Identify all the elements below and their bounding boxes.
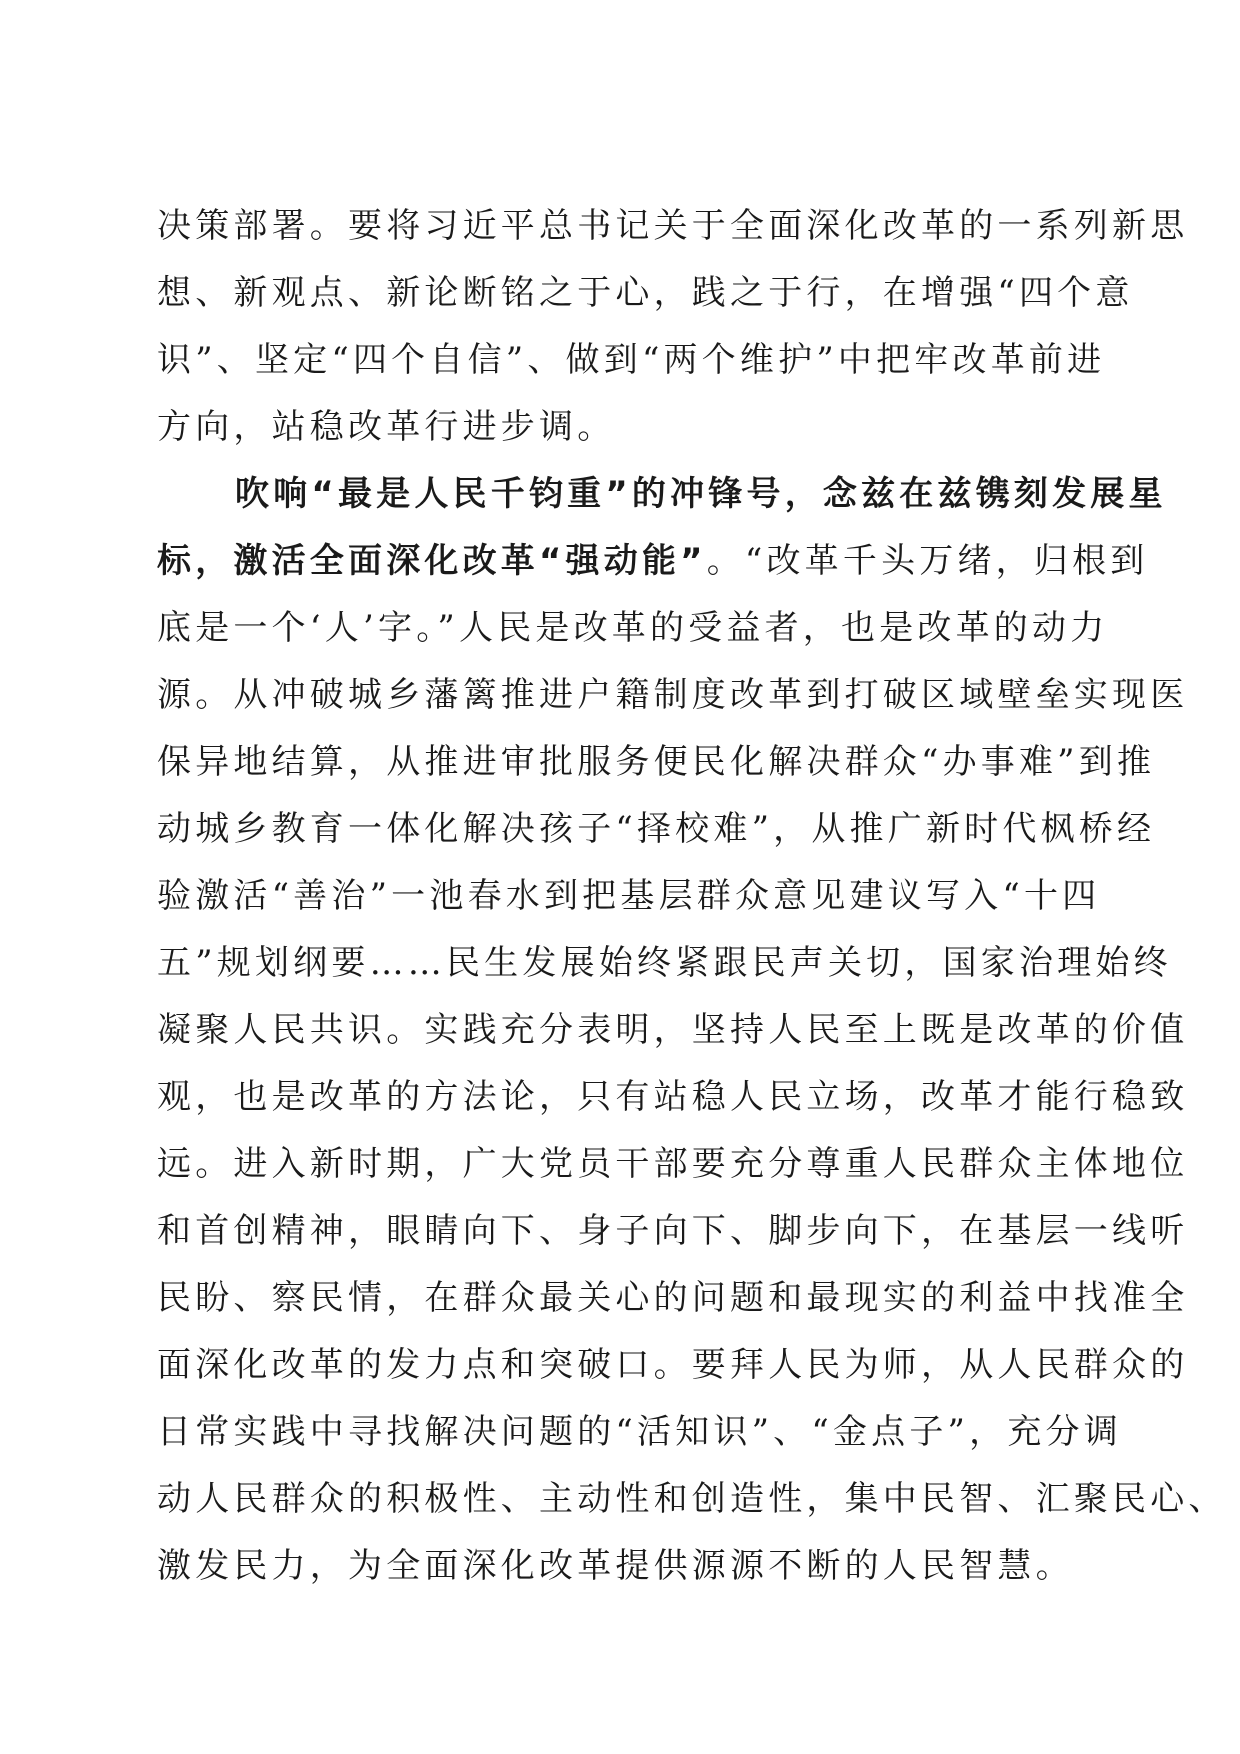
text-line: 五”规划纲要……民生发展始终紧跟民声关切，国家治理始终 (157, 943, 1172, 983)
paragraph-heading: 吹响“最是人民千钧重”的冲锋号，念兹在兹镌刻发展星 (235, 474, 1167, 514)
text-line: 源。从冲破城乡藩篱推进户籍制度改革到打破区域壁垒实现医 (157, 675, 1189, 715)
text-line: 验激活“善治”一池春水到把基层群众意见建议写入“十四 (157, 876, 1101, 916)
text-line: 决策部署。要将习近平总书记关于全面深化改革的一系列新思 (157, 206, 1189, 246)
paragraph-1 (157, 193, 1189, 461)
text-line: 远。进入新时期，广大党员干部要充分尊重人民群众主体地位 (157, 1144, 1189, 1184)
text-line: 和首创精神，眼睛向下、身子向下、脚步向下，在基层一线听 (157, 1211, 1189, 1251)
body-text (157, 193, 1227, 1600)
text-line: 底是一个‘人’字。”人民是改革的受益者，也是改革的动力 (157, 608, 1109, 648)
text-line: 想、新观点、新论断铭之于心，践之于行，在增强“四个意 (157, 273, 1134, 313)
text-line: 凝聚人民共识。实践充分表明，坚持人民至上既是改革的价值 (157, 1010, 1189, 1050)
text-line: 观，也是改革的方法论，只有站稳人民立场，改革才能行稳致 (157, 1077, 1189, 1117)
text-line: 保异地结算，从推进审批服务便民化解决群众“办事难”到推 (157, 742, 1156, 782)
text-line: 方向，站稳改革行进步调。 (157, 407, 616, 447)
text-line: 面深化改革的发力点和突破口。要拜人民为师，从人民群众的 (157, 1345, 1189, 1385)
text-line: 日常实践中寻找解决问题的“活知识”、“金点子”，充分调 (157, 1412, 1122, 1452)
text-line-rest: 。“改革千头万绪，归根到 (706, 541, 1149, 581)
text-line: 动人民群众的积极性、主动性和创造性，集中民智、汇聚民心、 (157, 1479, 1227, 1519)
paragraph-2 (157, 461, 1227, 1600)
text-line (157, 528, 1149, 595)
text-line: 识”、坚定“四个自信”、做到“两个维护”中把牢改革前进 (157, 340, 1106, 380)
text-line: 激发民力，为全面深化改革提供源源不断的人民智慧。 (157, 1546, 1074, 1586)
text-line: 动城乡教育一体化解决孩子“择校难”，从推广新时代枫桥经 (157, 809, 1156, 849)
text-line: 民盼、察民情，在群众最关心的问题和最现实的利益中找准全 (157, 1278, 1189, 1318)
paragraph-heading-end: 标，激活全面深化改革“强动能” (157, 541, 707, 581)
